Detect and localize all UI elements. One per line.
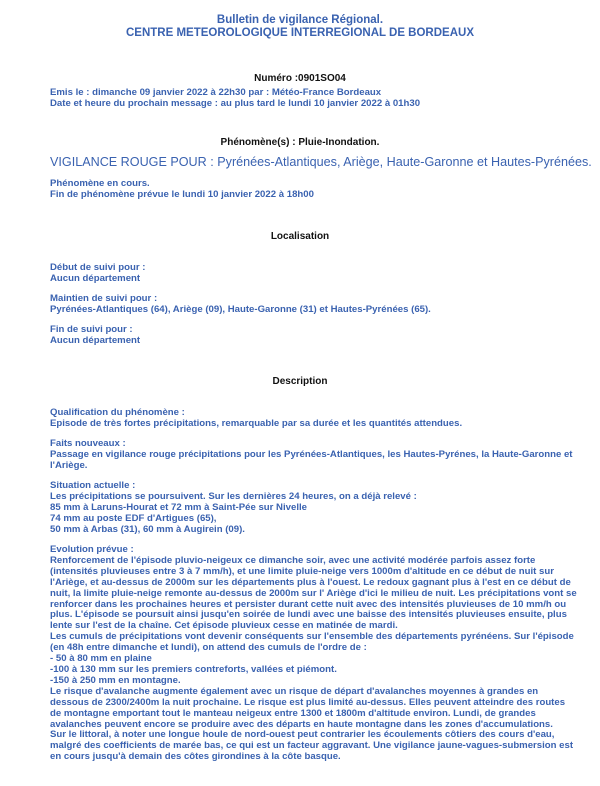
faits-label: Faits nouveaux :	[50, 438, 126, 449]
phenomenon-end: Fin de phénomène prévue le lundi 10 janvier 2022 à 18h00	[50, 188, 314, 200]
qualification	[50, 408, 560, 430]
evolution-line: Renforcement de l'épisode pluvio-neigeux ce dimanche soir, avec une activité modérée parfois assez forte	[50, 554, 536, 566]
evolution-line: Les cumuls de précipitations vont devenir conséquents sur l'ensemble des départements pyrénéens. Sur l'épisode	[50, 631, 574, 643]
situation-line: 50 mm à Arbas (31), 60 mm à Augirein (09).	[50, 523, 245, 535]
evolution-line: lente sur l'est de la chaîne. Cet épisode pluvieux cesse en matinée de mardi.	[50, 620, 398, 632]
debut-suivi-label: Début de suivi pour :	[50, 262, 146, 273]
fin-suivi-value: Aucun département	[50, 334, 141, 346]
evolution-line: malgré des coefficients de marée bas, ce qui est un facteur aggravant. Une vigilance jaune-vagues-submersion est	[50, 740, 574, 752]
evolution-line: (en 48h entre dimanche et lundi), on attend des cumuls de l'ordre de :	[50, 642, 367, 654]
qualification-label: Qualification du phénomène :	[50, 407, 185, 418]
situation-line: 85 mm à Laruns-Hourat et 72 mm à Saint-Pée sur Nivelle	[50, 501, 307, 513]
faits-nouveaux	[50, 438, 573, 472]
emission-info	[50, 88, 560, 110]
evolution-line: (intensités pluvieuses entre 3 à 7 mm/h), et une limite pluie-neige vers 1000m d'altitude en ce début de nuit sur	[50, 565, 554, 577]
situation-actuelle	[50, 481, 560, 536]
maintien-suivi-value: Pyrénées-Atlantiques (64), Ariège (09), Haute-Garonne (31) et Hautes-Pyrénées (65).	[50, 303, 431, 315]
phenomenon-status	[50, 179, 560, 201]
evolution-line: -150 à 250 mm en montagne.	[50, 674, 181, 686]
evolution-label: Evolution prévue :	[50, 544, 134, 555]
evolution-line: en cours jusqu'à demain des côtes girondines à la côte basque.	[50, 751, 341, 763]
situation-line: 74 mm au poste EDF d'Artigues (65),	[50, 512, 217, 524]
evolution-line: Sur le littoral, à noter une longue houle de nord-ouest peut contrarier les écoulements côtiers des cours d'eau,	[50, 729, 555, 741]
evolution-line: renforcer dans les prochaines heures et persister durant cette nuit avec des intensités pluvieuses de 10 mm/h ou	[50, 598, 567, 610]
maintien-suivi-label: Maintien de suivi pour :	[50, 293, 158, 304]
debut-suivi-value: Aucun département	[50, 272, 141, 284]
phenomenon-ongoing: Phénomène en cours.	[50, 178, 150, 189]
next-message-date: Date et heure du prochain message : au plus tard le lundi 10 janvier 2022 à 01h30	[50, 97, 421, 109]
title-line-2: CENTRE METEOROLOGIQUE INTERREGIONAL DE BORDEAUX	[125, 27, 474, 39]
bulletin-number: Numéro :0901SO04	[254, 73, 346, 84]
qualification-value: Episode de très fortes précipitations, remarquable par sa durée et les quantités attendues.	[50, 417, 463, 429]
situation-label: Situation actuelle :	[50, 480, 136, 491]
evolution-line: avalanches peuvent encore se produire avec des départs en haute montagne dans les zones d'accumulations.	[50, 718, 553, 730]
evolution-line: Le risque d'avalanche augmente également avec un risque de départ d'avalanches moyennes à grandes en	[50, 685, 539, 697]
fin-suivi	[50, 325, 560, 347]
evolution-line: de montagne emportant tout le manteau neigeux entre 1300 et 1800m d'altitude environ. Lundi, de grandes	[50, 707, 536, 719]
maintien-suivi	[50, 294, 560, 316]
evolution-line: plus. L'épisode se poursuit ainsi jusqu'en soirée de lundi avec une baisse des intensités pluvieuses ensuite, plus	[50, 609, 567, 621]
evolution-line: dessous de 2300/2400m la nuit prochaine. Le risque est plus limité au-dessus. Elles peuvent atteindre des routes	[50, 696, 566, 708]
fin-suivi-label: Fin de suivi pour :	[50, 324, 133, 335]
localisation-heading: Localisation	[270, 231, 330, 242]
situation-line: Les précipitations se poursuivent. Sur les dernières 24 heures, on a déjà relevé :	[50, 490, 417, 502]
evolution-line: l'Ariège, et au-dessus de 2000m sur les départements plus à l'ouest. Le redoux gagnant plus à l'est en ce début de	[50, 576, 571, 588]
emission-date: Emis le : dimanche 09 janvier 2022 à 22h30 par : Météo-France Bordeaux	[50, 87, 382, 98]
evolution-line: - 50 à 80 mm en plaine	[50, 653, 152, 665]
evolution-line: -100 à 130 mm sur les premiers contreforts, vallées et piémont.	[50, 663, 337, 675]
bulletin-title	[0, 14, 600, 40]
evolution-prevue	[50, 544, 577, 763]
evolution-line: nuit, la limite pluie-neige remonte au-dessus de 2000m sur l' Ariège d'ici le milieu de nuit. Les précipitations vont se	[50, 587, 577, 599]
description-heading: Description	[272, 376, 328, 387]
red-vigilance-line: VIGILANCE ROUGE POUR : Pyrénées-Atlantiques, Ariège, Haute-Garonne et Hautes-Pyrénées.	[50, 155, 592, 169]
title-line-1: Bulletin de vigilance Régional.	[216, 14, 384, 26]
faits-line: Passage en vigilance rouge précipitations pour les Pyrénées-Atlantiques, les Hautes-Pyrénes, la Haute-Garonne et	[50, 448, 573, 460]
phenomenon-heading: Phénomène(s) : Pluie-Inondation.	[220, 137, 380, 148]
faits-line: l'Ariège.	[50, 459, 88, 471]
debut-suivi	[50, 263, 560, 285]
